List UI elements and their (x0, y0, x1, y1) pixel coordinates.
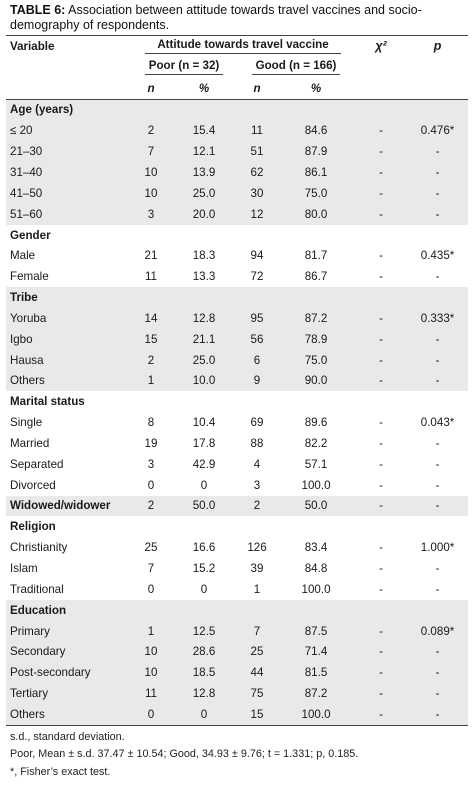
cell-good-pct: 87.2 (277, 683, 355, 704)
table-row (6, 683, 468, 704)
section-label: Age (years) (6, 99, 131, 120)
section-label: Tribe (6, 287, 131, 308)
cell-p: - (407, 683, 468, 704)
cell-chi: - (355, 412, 407, 433)
header-row-2 (6, 57, 468, 78)
cell-good-n: 62 (237, 162, 277, 183)
table-row (6, 496, 468, 517)
cell-good-n: 72 (237, 266, 277, 287)
row-label: Christianity (6, 537, 131, 558)
table-row (6, 141, 468, 162)
cell-poor-pct: 18.3 (171, 245, 237, 266)
cell-poor-pct: 12.8 (171, 308, 237, 329)
cell-poor-n: 7 (131, 558, 171, 579)
cell-poor-n: 0 (131, 579, 171, 600)
header-p: p (407, 36, 468, 57)
table-row (6, 120, 468, 141)
table-row (6, 454, 468, 475)
cell-good-n: 2 (237, 496, 277, 517)
row-label: Igbo (6, 329, 131, 350)
cell-poor-n: 3 (131, 204, 171, 225)
table-row (6, 266, 468, 287)
cell-good-pct: 82.2 (277, 433, 355, 454)
table-row (6, 412, 468, 433)
section-label: Gender (6, 225, 131, 246)
cell-good-n: 88 (237, 433, 277, 454)
cell-good-pct: 57.1 (277, 454, 355, 475)
cell-p: - (407, 162, 468, 183)
table-row (6, 371, 468, 392)
cell-poor-n: 8 (131, 412, 171, 433)
cell-p: 0.333* (407, 308, 468, 329)
cell-poor-n: 19 (131, 433, 171, 454)
cell-good-n: 1 (237, 579, 277, 600)
cell-p: 0.476* (407, 120, 468, 141)
section-label: Marital status (6, 391, 131, 412)
cell-poor-n: 15 (131, 329, 171, 350)
table-row (6, 204, 468, 225)
cell-chi: - (355, 433, 407, 454)
table-row (6, 475, 468, 496)
table-caption (10, 3, 470, 33)
cell-good-pct: 86.1 (277, 162, 355, 183)
cell-poor-pct: 21.1 (171, 329, 237, 350)
cell-p: - (407, 475, 468, 496)
row-label: 41–50 (6, 183, 131, 204)
header-good-n: n (237, 78, 277, 99)
header-good: Good (n = 166) (252, 59, 341, 75)
cell-chi: - (355, 683, 407, 704)
cell-p: - (407, 141, 468, 162)
cell-poor-pct: 12.8 (171, 683, 237, 704)
cell-chi: - (355, 204, 407, 225)
cell-poor-pct: 15.2 (171, 558, 237, 579)
cell-good-n: 6 (237, 350, 277, 371)
row-label: Tertiary (6, 683, 131, 704)
cell-chi: - (355, 579, 407, 600)
table-row (6, 433, 468, 454)
cell-p: - (407, 433, 468, 454)
cell-poor-n: 21 (131, 245, 171, 266)
cell-good-n: 56 (237, 329, 277, 350)
cell-poor-pct: 50.0 (171, 496, 237, 517)
cell-poor-pct: 13.9 (171, 162, 237, 183)
cell-p: - (407, 662, 468, 683)
cell-chi: - (355, 537, 407, 558)
cell-good-n: 94 (237, 245, 277, 266)
cell-good-n: 3 (237, 475, 277, 496)
cell-poor-n: 10 (131, 183, 171, 204)
header-group: Attitude towards travel vaccine (145, 38, 340, 54)
cell-p: 0.089* (407, 621, 468, 642)
cell-p: - (407, 350, 468, 371)
cell-good-pct: 90.0 (277, 371, 355, 392)
cell-poor-n: 3 (131, 454, 171, 475)
cell-good-pct: 81.5 (277, 662, 355, 683)
cell-chi: - (355, 641, 407, 662)
cell-p: - (407, 579, 468, 600)
cell-chi: - (355, 120, 407, 141)
cell-chi: - (355, 371, 407, 392)
footnote-stats: Poor, Mean ± s.d. 37.47 ± 10.54; Good, 34.93 ± 9.76; t = 1.331; p, 0.185. (10, 748, 359, 761)
table-row (6, 329, 468, 350)
cell-good-pct: 84.6 (277, 120, 355, 141)
cell-chi: - (355, 704, 407, 725)
cell-good-pct: 81.7 (277, 245, 355, 266)
row-label: Secondary (6, 641, 131, 662)
cell-good-n: 126 (237, 537, 277, 558)
cell-good-n: 44 (237, 662, 277, 683)
cell-good-n: 12 (237, 204, 277, 225)
row-label: Post-secondary (6, 662, 131, 683)
cell-poor-pct: 25.0 (171, 183, 237, 204)
cell-good-n: 15 (237, 704, 277, 725)
table-row (6, 621, 468, 642)
section-row (6, 225, 468, 246)
row-label: Male (6, 245, 131, 266)
cell-p: - (407, 183, 468, 204)
row-label: Others (6, 704, 131, 725)
cell-good-pct: 89.6 (277, 412, 355, 433)
cell-poor-pct: 0 (171, 704, 237, 725)
cell-good-pct: 87.5 (277, 621, 355, 642)
cell-poor-pct: 13.3 (171, 266, 237, 287)
row-label: Hausa (6, 350, 131, 371)
cell-good-n: 9 (237, 371, 277, 392)
cell-good-n: 69 (237, 412, 277, 433)
cell-chi: - (355, 454, 407, 475)
cell-poor-n: 1 (131, 621, 171, 642)
row-label: Primary (6, 621, 131, 642)
cell-good-n: 39 (237, 558, 277, 579)
section-row (6, 287, 468, 308)
header-row-3 (6, 78, 468, 99)
cell-good-pct: 100.0 (277, 475, 355, 496)
cell-poor-pct: 0 (171, 579, 237, 600)
cell-chi: - (355, 308, 407, 329)
cell-chi: - (355, 329, 407, 350)
cell-good-pct: 100.0 (277, 704, 355, 725)
table-row (6, 308, 468, 329)
section-label: Education (6, 600, 131, 621)
footnotes (10, 729, 474, 782)
table-row (6, 704, 468, 725)
cell-p: 0.043* (407, 412, 468, 433)
cell-good-n: 25 (237, 641, 277, 662)
cell-poor-n: 2 (131, 496, 171, 517)
data-table (6, 35, 468, 726)
row-label: 21–30 (6, 141, 131, 162)
cell-good-pct: 80.0 (277, 204, 355, 225)
cell-good-pct: 78.9 (277, 329, 355, 350)
cell-poor-pct: 20.0 (171, 204, 237, 225)
cell-chi: - (355, 350, 407, 371)
row-label: Others (6, 371, 131, 392)
row-label: Widowed/widower (6, 496, 131, 517)
cell-poor-n: 10 (131, 641, 171, 662)
cell-good-n: 95 (237, 308, 277, 329)
cell-chi: - (355, 266, 407, 287)
cell-poor-pct: 42.9 (171, 454, 237, 475)
header-poor-n: n (131, 78, 171, 99)
row-label: Separated (6, 454, 131, 475)
section-row (6, 99, 468, 120)
table-row (6, 183, 468, 204)
table-row (6, 558, 468, 579)
cell-poor-pct: 15.4 (171, 120, 237, 141)
cell-p: - (407, 558, 468, 579)
cell-poor-pct: 16.6 (171, 537, 237, 558)
cell-chi: - (355, 162, 407, 183)
cell-poor-n: 7 (131, 141, 171, 162)
cell-chi: - (355, 183, 407, 204)
caption-tag: TABLE 6: (10, 3, 66, 17)
cell-good-pct: 86.7 (277, 266, 355, 287)
footnote-sd: s.d., standard deviation. (10, 730, 125, 743)
cell-good-pct: 83.4 (277, 537, 355, 558)
table-row (6, 641, 468, 662)
row-label: Single (6, 412, 131, 433)
cell-poor-n: 1 (131, 371, 171, 392)
cell-poor-n: 0 (131, 475, 171, 496)
header-variable: Variable (6, 36, 131, 57)
cell-good-pct: 84.8 (277, 558, 355, 579)
cell-good-n: 4 (237, 454, 277, 475)
table-row (6, 350, 468, 371)
section-row (6, 391, 468, 412)
cell-poor-pct: 12.1 (171, 141, 237, 162)
cell-poor-pct: 28.6 (171, 641, 237, 662)
row-label: Married (6, 433, 131, 454)
row-label: Yoruba (6, 308, 131, 329)
cell-poor-pct: 10.0 (171, 371, 237, 392)
table-row (6, 662, 468, 683)
cell-p: 0.435* (407, 245, 468, 266)
row-label: Traditional (6, 579, 131, 600)
cell-good-n: 7 (237, 621, 277, 642)
cell-good-n: 75 (237, 683, 277, 704)
cell-chi: - (355, 496, 407, 517)
cell-p: 1.000* (407, 537, 468, 558)
cell-chi: - (355, 475, 407, 496)
cell-good-n: 11 (237, 120, 277, 141)
cell-poor-n: 11 (131, 683, 171, 704)
cell-poor-pct: 0 (171, 475, 237, 496)
cell-chi: - (355, 141, 407, 162)
cell-good-pct: 71.4 (277, 641, 355, 662)
cell-poor-pct: 12.5 (171, 621, 237, 642)
table-row (6, 245, 468, 266)
cell-good-pct: 100.0 (277, 579, 355, 600)
section-row (6, 516, 468, 537)
row-label: Female (6, 266, 131, 287)
cell-good-n: 30 (237, 183, 277, 204)
header-row-1 (6, 36, 468, 57)
cell-p: - (407, 204, 468, 225)
cell-poor-n: 11 (131, 266, 171, 287)
cell-poor-pct: 10.4 (171, 412, 237, 433)
row-label: ≤ 20 (6, 120, 131, 141)
cell-chi: - (355, 558, 407, 579)
cell-poor-pct: 18.5 (171, 662, 237, 683)
cell-poor-pct: 25.0 (171, 350, 237, 371)
footnote-fisher: *, Fisher’s exact test. (10, 765, 111, 778)
cell-poor-n: 25 (131, 537, 171, 558)
cell-good-pct: 87.2 (277, 308, 355, 329)
table-row (6, 537, 468, 558)
cell-p: - (407, 266, 468, 287)
cell-good-pct: 87.9 (277, 141, 355, 162)
cell-p: - (407, 454, 468, 475)
cell-poor-n: 2 (131, 120, 171, 141)
cell-p: - (407, 329, 468, 350)
cell-poor-n: 14 (131, 308, 171, 329)
cell-chi: - (355, 621, 407, 642)
cell-good-pct: 50.0 (277, 496, 355, 517)
cell-p: - (407, 496, 468, 517)
cell-p: - (407, 371, 468, 392)
header-poor: Poor (n = 32) (145, 59, 224, 75)
header-poor-pct: % (171, 78, 237, 99)
cell-p: - (407, 641, 468, 662)
row-label: Islam (6, 558, 131, 579)
section-label: Religion (6, 516, 131, 537)
cell-chi: - (355, 245, 407, 266)
header-good-pct: % (277, 78, 355, 99)
cell-p: - (407, 704, 468, 725)
cell-poor-n: 10 (131, 662, 171, 683)
caption-text: Association between attitude towards travel vaccines and socio-demography of respondents. (10, 3, 422, 32)
row-label: Divorced (6, 475, 131, 496)
cell-poor-pct: 17.8 (171, 433, 237, 454)
row-label: 31–40 (6, 162, 131, 183)
cell-good-pct: 75.0 (277, 183, 355, 204)
section-row (6, 600, 468, 621)
cell-poor-n: 10 (131, 162, 171, 183)
cell-good-pct: 75.0 (277, 350, 355, 371)
table-row (6, 579, 468, 600)
header-chi: χ² (355, 36, 407, 57)
cell-chi: - (355, 662, 407, 683)
table-row (6, 162, 468, 183)
row-label: 51–60 (6, 204, 131, 225)
cell-poor-n: 2 (131, 350, 171, 371)
cell-poor-n: 0 (131, 704, 171, 725)
cell-good-n: 51 (237, 141, 277, 162)
